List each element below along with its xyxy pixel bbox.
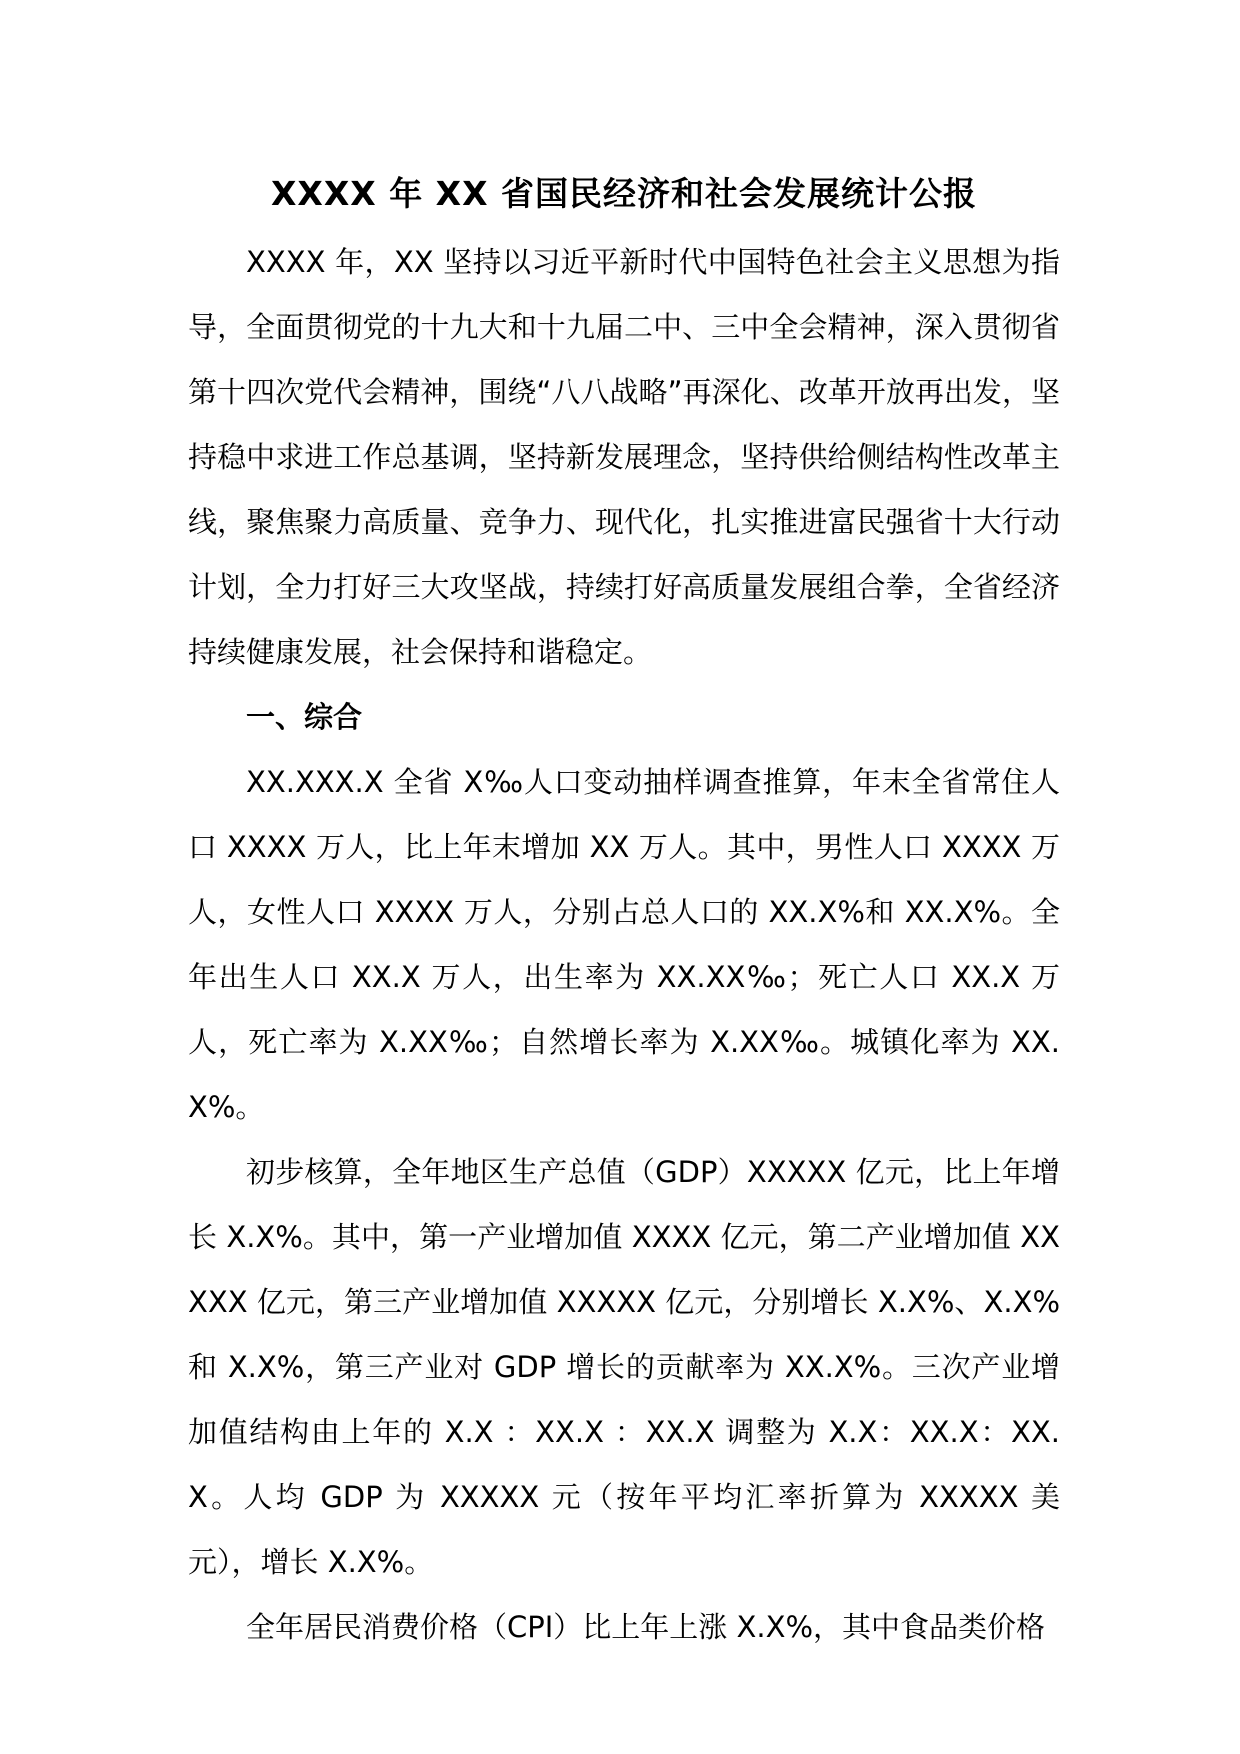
gdp-paragraph: 初步核算，全年地区生产总值（GDP）XXXXX 亿元，比上年增长 X.X%。其中，第一产业增加值 XXXX 亿元，第二产业增加值 XXXXX 亿元，第三产业增加值 XXXXX 亿元，分别增长 X.X%、X.X%和 X.X%，第三产业对 GDP 增长的贡献率为 XX.X%。三次产业增加值结构由上年的 X.X ：XX.X ：XX.X 调整为 X.X：XX.X：XX.X。人均 GDP 为 XXXXX 元（按年平均汇率折算为 XXXXX 美元），增长 X.X%。 [188, 1155, 1060, 1579]
document-body [188, 168, 1060, 1660]
cpi-paragraph: 全年居民消费价格（CPI）比上年上涨 X.X%，其中食品类价格 [246, 1610, 1046, 1644]
population-paragraph: XX.XXX.X 全省 X‰人口变动抽样调查推算，年末全省常住人口 XXXX 万人，比上年末增加 XX 万人。其中，男性人口 XXXX 万人，女性人口 XXXX 万人，分别占总人口的 XX.X%和 XX.X%。全年出生人口 XX.X 万人，出生率为 XX.XX‰；死亡人口 XX.X 万人，死亡率为 X.XX‰；自然增长率为 X.XX‰。城镇化率为 XX.X%。 [188, 765, 1060, 1124]
section-heading-general: 一、综合 [246, 700, 363, 734]
document-title: XXXX 年 XX 省国民经济和社会发展统计公报 [270, 174, 978, 213]
intro-paragraph: XXXX 年，XX 坚持以习近平新时代中国特色社会主义思想为指导，全面贯彻党的十九大和十九届二中、三中全会精神，深入贯彻省第十四次党代会精神，围绕“八八战略”再深化、改革开放再出发，坚持稳中求进工作总基调，坚持新发展理念，坚持供给侧结构性改革主线，聚焦聚力高质量、竞争力、现代化，扎实推进富民强省十大行动计划，全力打好三大攻坚战，持续打好高质量发展组合拳，全省经济持续健康发展，社会保持和谐稳定。 [188, 245, 1060, 669]
